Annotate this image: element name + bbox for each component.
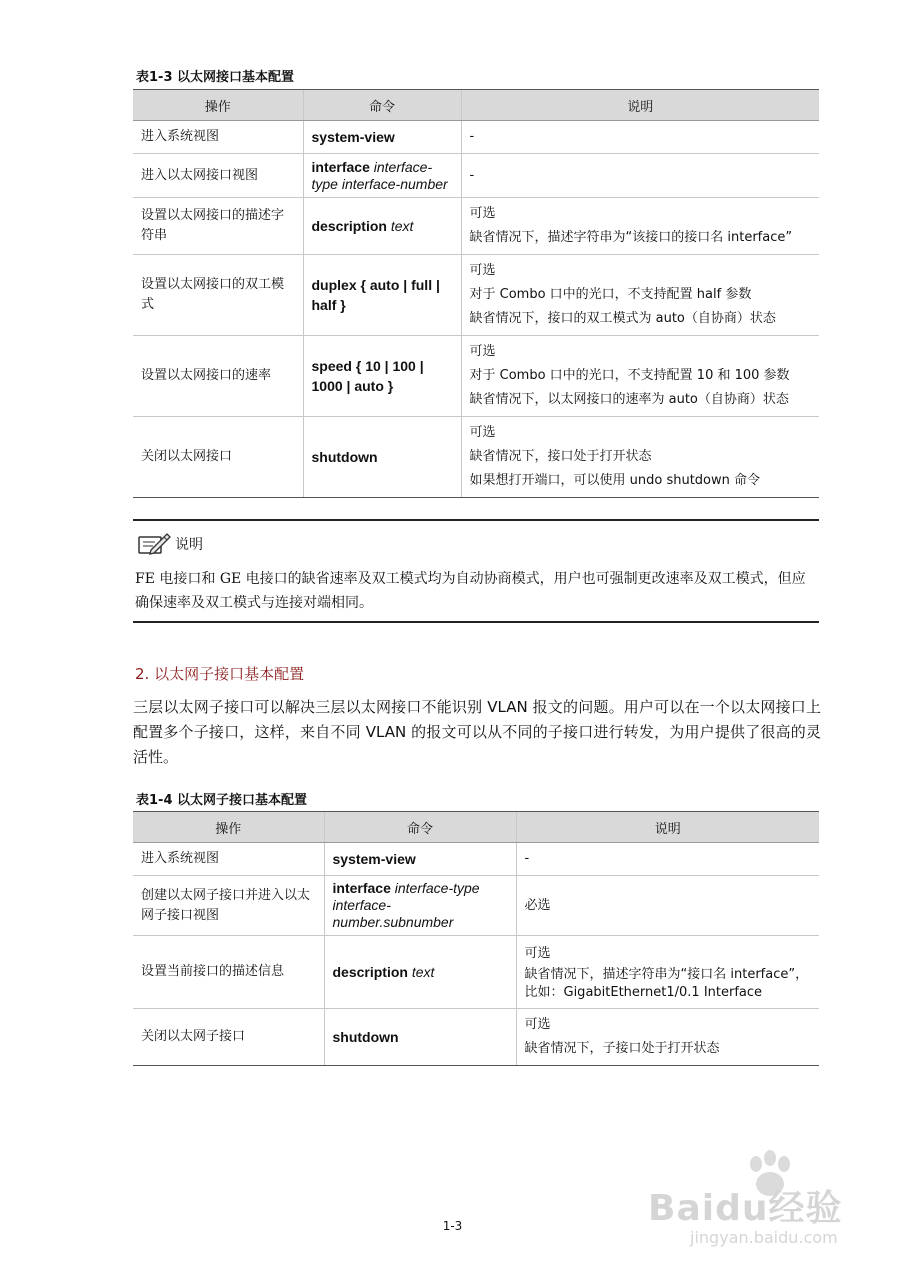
cmd-keyword: description [311,218,387,234]
table-row [133,198,819,255]
baidu-watermark [648,1150,858,1250]
table2-header-row [133,812,819,843]
table-row [133,843,819,876]
cmd-keyword: speed { 10 | 100 | 1000 | auto } [311,358,424,394]
cmd-cell [324,876,516,936]
desc-cell [461,121,819,154]
op-cell: 创建以太网子接口并进入以太网子接口视图 [133,876,324,936]
desc-line: 对于 Combo 口中的光口，不支持配置 half 参数 [469,287,752,302]
op-cell: 进入以太网接口视图 [133,154,303,198]
desc-cell [461,255,819,336]
desc-line: 缺省情况下，接口处于打开状态 [469,449,652,464]
watermark-url: jingyan.baidu.com [690,1228,838,1247]
section-paragraph: 三层以太网子接口可以解决三层以太网接口不能识别 VLAN 报文的问题。用户可以在一个以太网接口上配置多个子接口，这样，来自不同 VLAN 的报文可以从不同的子接口进行转发，为用户提供了很高的灵活性。 [133,698,821,766]
table-row [133,154,819,198]
cmd-keyword: system-view [311,129,395,145]
note-pencil-icon [137,531,171,557]
desc-line: 对于 Combo 口中的光口，不支持配置 10 和 100 参数 [469,368,790,383]
table-row [133,121,819,154]
section-title: 2. 以太网子接口基本配置 [135,665,305,683]
note-body: FE 电接口和 GE 电接口的缺省速率及双工模式均为自动协商模式，用户也可强制更改速率及双工模式，但应确保速率及双工模式与连接对端相同。 [135,571,806,611]
cmd-keyword: shutdown [311,449,378,465]
desc-line: 缺省情况下，子接口处于打开状态 [524,1041,720,1056]
op-cell: 设置当前接口的描述信息 [133,936,324,1009]
table1-caption: 表1-3 以太网接口基本配置 [136,70,295,85]
desc-line: 如果想打开端口，可以使用 undo shutdown 命令 [469,473,761,488]
table1-header-row [133,90,819,121]
table1-header-op: 操作 [133,90,303,121]
table2-header-desc: 说明 [516,812,819,843]
table-row [133,255,819,336]
desc-line: 可选 [469,263,496,278]
desc-cell [516,876,819,936]
cmd-keyword: system-view [332,851,416,867]
note-box [133,519,819,623]
op-cell: 设置以太网接口的双工模式 [133,255,303,336]
desc-cell [516,1009,819,1066]
desc-line: 可选 [469,425,496,440]
page-number: 1-3 [442,1219,463,1233]
note-title: 说明 [175,537,203,553]
op-cell: 设置以太网接口的速率 [133,336,303,417]
cmd-cell [303,154,461,198]
desc-line: 必选 [524,897,551,913]
desc-cell [461,198,819,255]
cmd-cell [303,198,461,255]
op-cell: 进入系统视图 [133,121,303,154]
table1-header-cmd: 命令 [303,90,461,121]
table-row [133,876,819,936]
table1-header-desc: 说明 [461,90,819,121]
op-cell: 设置以太网接口的描述字符串 [133,198,303,255]
cmd-keyword: duplex { auto | full | half } [311,277,440,313]
cmd-keyword: shutdown [332,1029,399,1045]
op-cell: 进入系统视图 [133,843,324,876]
cmd-cell [324,936,516,1009]
cmd-keyword: description [332,964,408,980]
watermark-brand: Baidu经验 [648,1188,843,1229]
op-cell: 关闭以太网子接口 [133,1009,324,1066]
desc-line: 可选 [524,946,551,961]
cmd-cell [303,255,461,336]
note-header [137,531,203,557]
table-row [133,336,819,417]
table2-caption: 表1-4 以太网子接口基本配置 [136,793,308,808]
desc-line: 可选 [524,1017,551,1032]
cmd-keyword: interface [311,158,370,175]
cmd-cell [324,1009,516,1066]
desc-line: 可选 [469,344,496,359]
desc-line: - [469,129,475,144]
cmd-argument: text [390,218,414,234]
cmd-cell [303,336,461,417]
desc-cell [461,154,819,198]
desc-line: - [469,167,475,183]
desc-cell [461,417,819,498]
desc-line: 可选 [469,206,496,221]
table2-header-cmd: 命令 [324,812,516,843]
desc-line: 缺省情况下，描述字符串为“该接口的接口名 interface” [469,230,793,245]
cmd-argument: text [411,964,435,980]
cmd-argument: interface-type interface-number.subnumber [332,880,480,930]
table-row [133,417,819,498]
desc-cell [461,336,819,417]
desc-line: 缺省情况下，接口的双工模式为 auto（自协商）状态 [469,311,776,326]
desc-cell [516,936,819,1009]
table2-header-op: 操作 [133,812,324,843]
cmd-argument: interface-type interface-number [311,158,448,192]
desc-line: - [524,851,530,866]
op-cell: 关闭以太网接口 [133,417,303,498]
desc-line: 缺省情况下，描述字符串为“接口名 interface”，比如：GigabitEthernet1/0.1 Interface [524,967,809,1000]
table2 [133,811,819,1066]
desc-cell [516,843,819,876]
table-row [133,936,819,1009]
cmd-cell [303,121,461,154]
table1 [133,89,819,498]
table-row [133,1009,819,1066]
cmd-cell [303,417,461,498]
cmd-cell [324,843,516,876]
cmd-keyword: interface [332,880,391,896]
desc-line: 缺省情况下，以太网接口的速率为 auto（自协商）状态 [469,392,789,407]
